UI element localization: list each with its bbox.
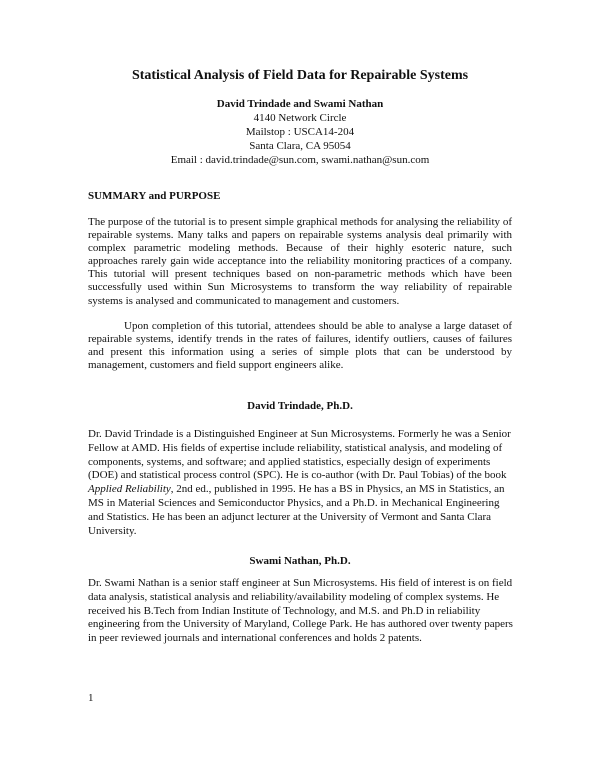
address-line-2: Mailstop : USCA14-204 — [245, 126, 355, 138]
address-line-3: Santa Clara, CA 95054 — [249, 140, 351, 152]
bio-trindade — [88, 428, 518, 538]
address-line-1: 4140 Network Circle — [253, 112, 347, 124]
bio-trindade-text-2: , 2nd ed., published in 1995. He has a BS in Physics, an MS in Statistics, an MS in Material Sciences and Semiconductor Physics, and a Ph.D. in Mechanical Engineering and Statistics. He has been an adjunct lecturer at the University of Vermont and Santa Clara University. — [88, 483, 505, 537]
summary-paragraph-1: The purpose of the tutorial is to present simple graphical methods for analysing the reliability of repairable systems. Many talks and papers on repairable systems analysis deal primarily with complex parametric modeling methods. Because of their highly esoteric nature, such approaches rarely gain wide acceptance into the reliability monitoring practices of a company. This tutorial will present techniques based on non-parametric methods which have been successfully used within Sun Microsystems to transform the way reliability of repairable systems is analysed and communicated to management and customers. — [88, 216, 512, 307]
bio-nathan: Dr. Swami Nathan is a senior staff engineer at Sun Microsystems. His field of interest is on field data analysis, statistical analysis and reliability/availability modeling of complex systems. He received his B.Tech from Indian Institute of Technology, and M.S. and Ph.D in reliability engineering from the University of Maryland, College Park. He has authored over twenty papers in peer reviewed journals and international conferences and holds 2 patents. — [88, 577, 513, 645]
author-block — [0, 97, 600, 167]
author-names: David Trindade and Swami Nathan — [216, 98, 384, 110]
author-email: Email : david.trindade@sun.com, swami.nathan@sun.com — [170, 154, 430, 166]
page-number: 1 — [88, 692, 94, 704]
paper-title: Statistical Analysis of Field Data for Repairable Systems — [131, 68, 469, 83]
bio-heading-nathan: Swami Nathan, Ph.D. — [249, 555, 351, 567]
bio-trindade-text-1: Dr. David Trindade is a Distinguished Engineer at Sun Microsystems. Formerly he was a Senior Fellow at AMD. His fields of expertise include reliability, statistical analysis, and modeling of components, systems, and software; and applied statistics, especially design of experiments (DOE) and statistical process control (SPC). He is co-author (with Dr. Paul Tobias) of the book — [88, 428, 511, 482]
summary-paragraph-2: Upon completion of this tutorial, attendees should be able to analyse a large dataset of repairable systems, identify trends in the rates of failures, identify outliers, causes of failures and present this information using a series of simple plots that can be understood by management, customers and field support engineers alike. — [88, 320, 512, 372]
bio-trindade-book-title: Applied Reliability — [88, 483, 171, 496]
bio-heading-trindade: David Trindade, Ph.D. — [247, 400, 353, 412]
summary-heading: SUMMARY and PURPOSE — [88, 190, 221, 202]
